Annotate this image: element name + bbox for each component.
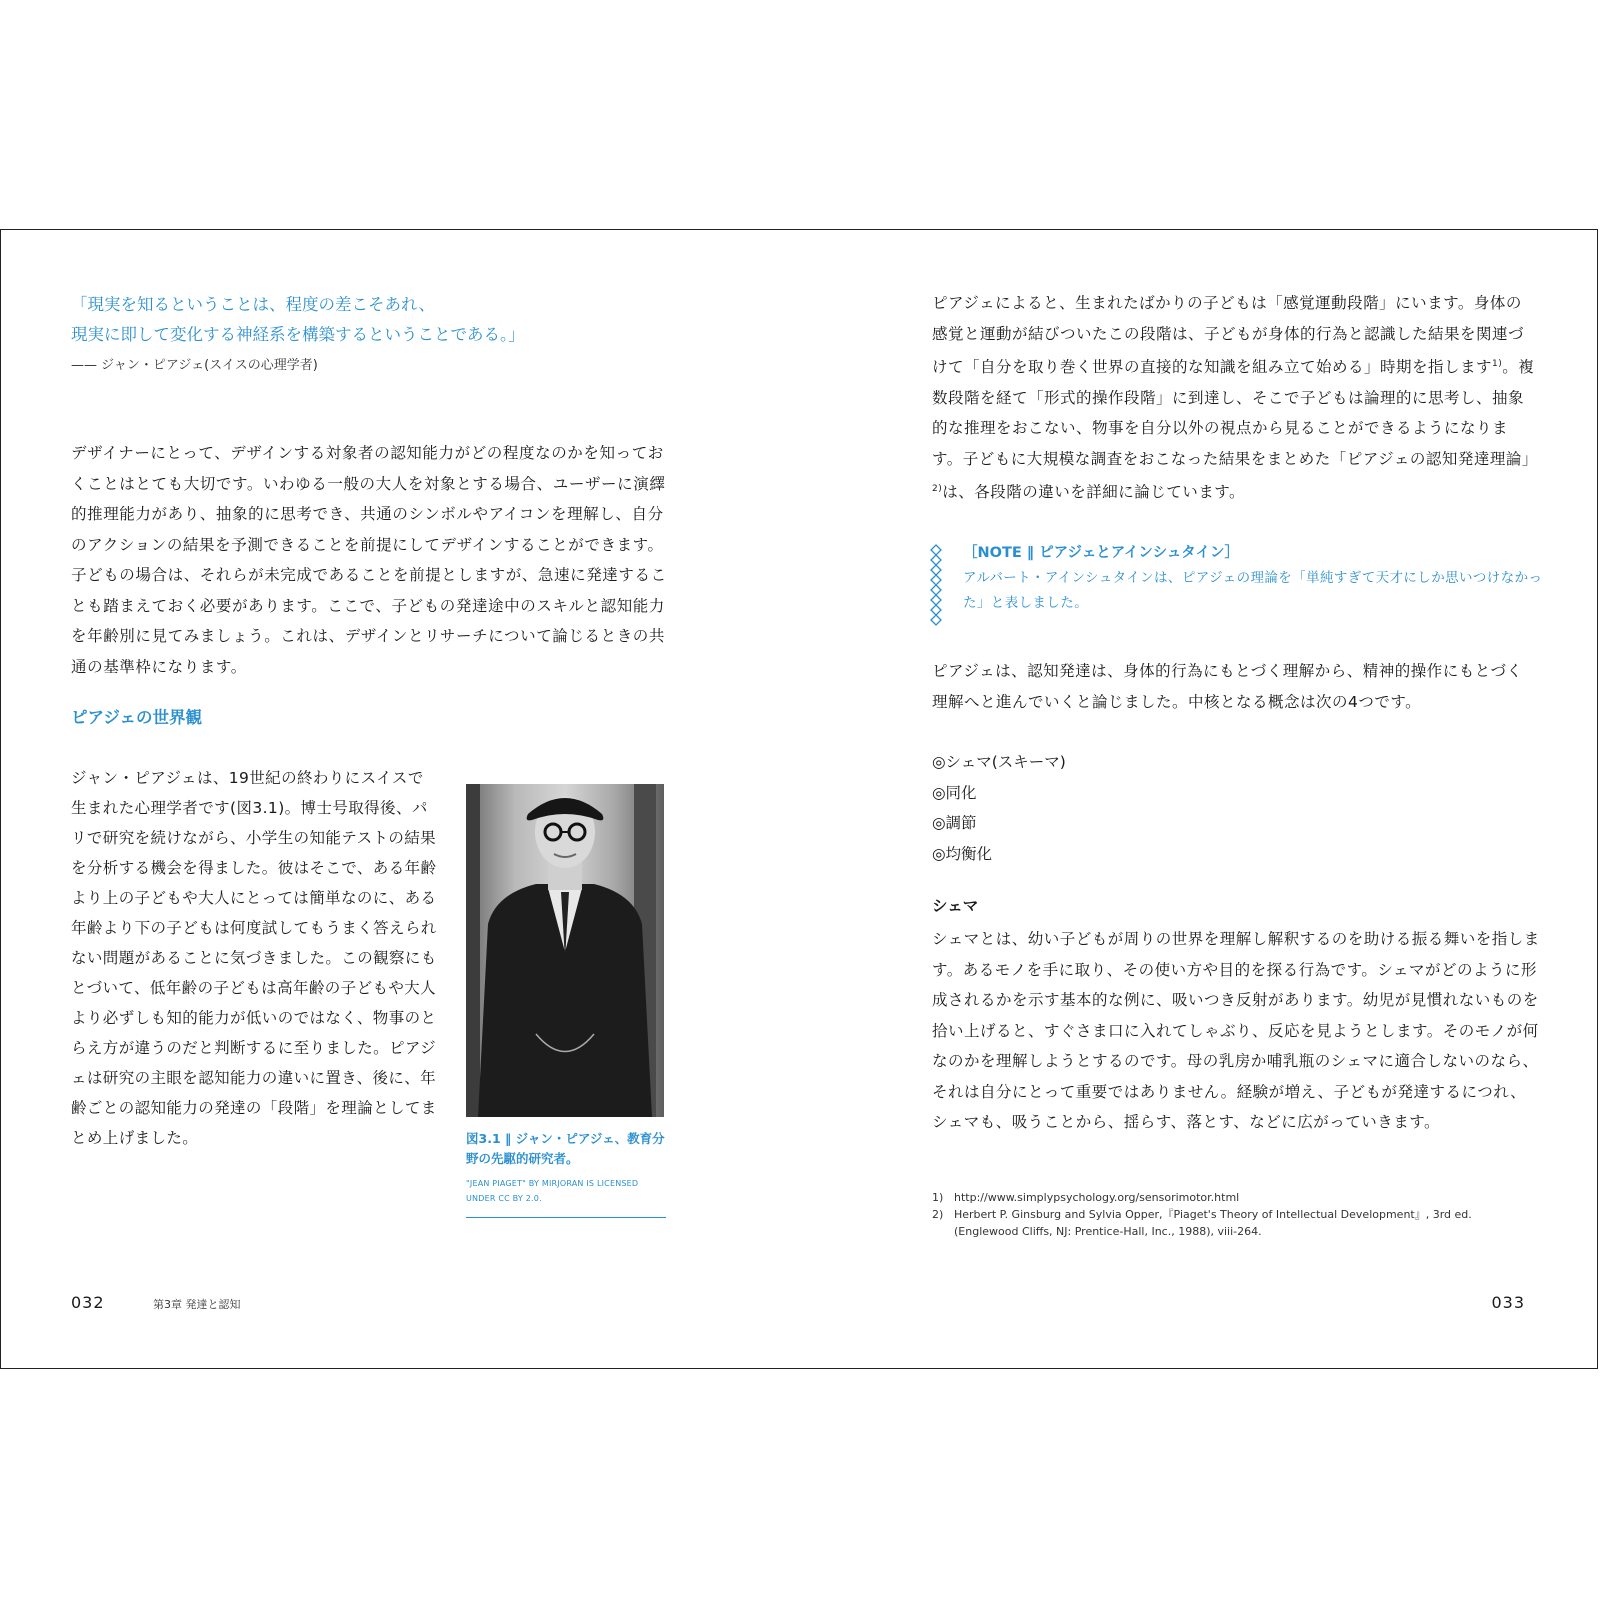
paragraph-text: ピアジェによると、生まれたばかりの子どもは「感覚運動段階」にいます。身体の感覚と運動が結びついたこの段階は、子どもが身体的行為と認識した結果を関連づけて「自分を取り巻く世界の直接的な知識を組み立て始める」時期を指します <box>932 294 1525 377</box>
figure-rule <box>466 1217 666 1218</box>
figure-credit: "JEAN PIAGET" BY MIRJORAN IS LICENSED UNDER CC BY 2.0. <box>466 1179 639 1203</box>
concepts-list <box>932 747 1066 869</box>
note-decoration-icon <box>929 544 943 626</box>
footnote-text: Herbert P. Ginsburg and Sylvia Opper,『Piaget's Theory of Intellectual Development』, 3rd ed. (Englewood Cliffs, NJ: Prentice-Hall, Inc., 1988), viii-264. <box>954 1208 1472 1238</box>
intro-paragraph-right <box>932 288 1537 508</box>
footnote-ref-2: 2) <box>932 484 943 495</box>
paragraph-text: 。複数段階を経て「形式的操作段階」に到達し、そこで子どもは論理的に思考し、抽象的な推理をおこない、物事を自分以外の視点から見ることができるようになります。子どもに大規模な調査をおこなった結果をまとめた「ピアジェの認知発達理論」 <box>932 358 1538 468</box>
page-number-left: 032 <box>71 1293 105 1312</box>
footnote <box>932 1206 1532 1240</box>
epigraph-line-2: 現実に即して変化する神経系を構築するということである。」 <box>71 325 525 344</box>
epigraph-line-1: 「現実を知るということは、程度の差こそあれ、 <box>71 295 435 314</box>
list-item: ◎均衡化 <box>932 844 993 863</box>
footnote <box>932 1189 1532 1206</box>
section-paragraph: ジャン・ピアジェは、19世紀の終わりにスイスで生まれた心理学者です(図3.1)。博士号取得後、パリで研究を続けながら、小学生の知能テストの結果を分析する機会を得ました。彼はそこで、ある年齢より上の子どもや大人にとっては簡単なのに、ある年齢より下の子どもは何度試してもうまく答えられない問題があることに気づきました。この観察にもとづいて、低年齢の子どもは高年齢の子どもや大人より必ずしも知的能力が低いのではなく、物事のとらえ方が違うのだと判断するに至りました。ピアジェは研究の主眼を認知能力の違いに置き、後に、年齢ごとの認知能力の発達の「段階」を理論としてまとめ上げました。 <box>71 769 437 1147</box>
intro-paragraph: デザイナーにとって、デザインする対象者の認知能力がどの程度なのかを知っておくことはとても大切です。いわゆる一般の大人を対象とする場合、ユーザーに演繹的推理能力があり、抽象的に思考でき、共通のシンボルやアイコンを理解し、自分のアクションの結果を予測できることを前提にしてデザインすることができます。子どもの場合は、それらが未完成であることを前提としますが、急速に発達することも踏まえておく必要があります。ここで、子どもの発達途中のスキルと認知能力を年齢別に見てみましょう。これは、デザインとリサーチについて論じるときの共通の基準枠になります。 <box>71 444 667 676</box>
book-spread <box>0 229 1598 1369</box>
epigraph-attribution: —— ジャン・ピアジェ(スイスの心理学者) <box>71 358 318 373</box>
schema-subheading: シェマ <box>932 897 979 915</box>
footnote-ref-1: 1) <box>1492 359 1503 369</box>
note-body: アルバート・アインシュタインは、ピアジェの理論を「単純すぎて天才にしか思いつけなかった」と表しました。 <box>963 570 1543 611</box>
footnotes <box>932 1189 1532 1240</box>
figure-caption: 図3.1 ‖ ジャン・ピアジェ、教育分野の先駆的研究者。 <box>466 1131 665 1166</box>
paragraph-text: は、各段階の違いを詳細に論じています。 <box>942 483 1246 502</box>
piaget-photo <box>466 784 664 1117</box>
note-title: ［NOTE ‖ ピアジェとアインシュタイン］ <box>963 545 1239 561</box>
concepts-intro-paragraph: ピアジェは、認知発達は、身体的行為にもとづく理解から、精神的操作にもとづく理解へと進んでいくと論じました。中核となる概念は次の4つです。 <box>932 662 1523 711</box>
epigraph-quote <box>71 290 611 350</box>
list-item: ◎調節 <box>932 814 977 832</box>
section-heading: ピアジェの世界観 <box>71 708 203 727</box>
footnote-number: 2) <box>932 1208 944 1221</box>
chapter-label: 第3章 発達と認知 <box>153 1298 241 1311</box>
page-number-right: 033 <box>1491 1293 1525 1312</box>
list-item: ◎シェマ(スキーマ) <box>932 753 1066 771</box>
schema-paragraph: シェマとは、幼い子どもが周りの世界を理解し解釈するのを助ける振る舞いを指します。あるモノを手に取り、その使い方や目的を探る行為です。シェマがどのように形成されるかを示す基本的な例に、吸いつき反射があります。幼児が見慣れないものを拾い上げると、すぐさま口に入れてしゃぶり、反応を見ようとします。そのモノが何なのかを理解しようとするのです。母の乳房か哺乳瓶のシェマに適合しないのなら、それは自分にとって重要ではありません。経験が増え、子どもが発達するにつれ、シェマも、吸うことから、揺らす、落とす、などに広がっていきます。 <box>932 930 1540 1131</box>
footnote-text: http://www.simplypsychology.org/sensorimotor.html <box>954 1191 1240 1204</box>
footnote-number: 1) <box>932 1191 944 1204</box>
list-item: ◎同化 <box>932 783 977 802</box>
